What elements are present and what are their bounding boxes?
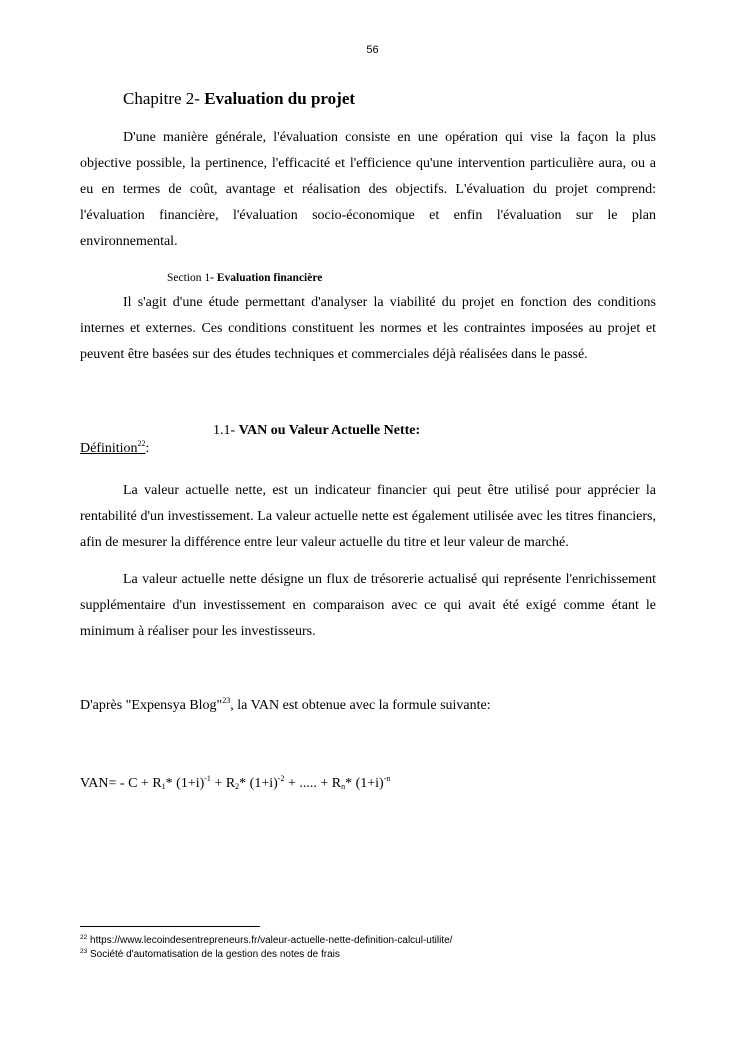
source-line xyxy=(80,698,491,714)
subsection-prefix: 1.1- xyxy=(213,423,239,438)
formula-part: + R xyxy=(210,776,236,791)
footnote-text: Société d'automatisation de la gestion des notes de frais xyxy=(90,949,340,960)
formula-exponent: -n xyxy=(383,774,391,783)
formula-part: VAN= - C + R xyxy=(80,776,162,791)
formula-part: * (1+i) xyxy=(165,776,205,791)
definition-label xyxy=(80,441,149,457)
page-number: 56 xyxy=(366,44,379,56)
formula-part: * (1+i) xyxy=(345,776,384,791)
footnote-divider xyxy=(80,926,260,927)
footnote-ref-23: 23 xyxy=(222,696,231,705)
section-prefix: Section 1 xyxy=(167,272,211,284)
definition-paragraph-1: La valeur actuelle nette, est un indicateur financier qui peut être utilisé pour apprécier la rentabilité d'un investissement. La valeur actuelle nette est également utilisée avec les titres financiers, afin de mesurer la différence entre leur valeur actuelle du titre et leur valeur de marché. xyxy=(80,483,656,550)
formula-part: * (1+i) xyxy=(239,776,278,791)
section-heading xyxy=(167,272,322,284)
footnote-22 xyxy=(80,935,452,946)
formula-exponent: -1 xyxy=(204,774,211,783)
subsection-title: VAN ou Valeur Actuelle Nette: xyxy=(238,423,421,438)
source-before: D'après "Expensya Blog" xyxy=(80,698,223,713)
footnote-number: 23 xyxy=(80,948,88,955)
chapter-heading xyxy=(123,89,355,109)
footnote-ref-22: 22 xyxy=(137,439,146,448)
formula-subscript: n xyxy=(341,782,346,791)
footnote-link[interactable]: https://www.lecoindesentrepreneurs.fr/valeur-actuelle-nette-definition-calcul-utilite/ xyxy=(90,935,453,946)
formula-subscript: 2 xyxy=(235,782,240,791)
footnote-number: 22 xyxy=(80,934,88,941)
subsection-heading xyxy=(213,423,420,439)
section-title: - Evaluation financière xyxy=(210,272,323,284)
section-paragraph: Il s'agit d'une étude permettant d'analyser la viabilité du projet en fonction des conditions internes et externes. Ces conditions constituent les normes et les contraintes imposées au projet et peuvent être basées sur des études techniques et commerciales déjà réalisées dans le passé. xyxy=(80,295,656,362)
chapter-title: Evaluation du projet xyxy=(204,89,356,108)
source-after: , la VAN est obtenue avec la formule suivante: xyxy=(230,698,491,713)
definition-paragraph-2: La valeur actuelle nette désigne un flux de trésorerie actualisé qui représente l'enrichissement supplémentaire d'un investissement en comparaison avec ce qui avait été exigé comme étant le minimum à réaliser pour les investisseurs. xyxy=(80,572,656,639)
formula-exponent: -2 xyxy=(277,774,285,783)
van-formula xyxy=(80,776,390,792)
definition-colon: : xyxy=(145,441,150,456)
formula-subscript: 1 xyxy=(161,782,166,791)
intro-paragraph: D'une manière générale, l'évaluation consiste en une opération qui vise la façon la plus objective possible, la pertinence, l'efficacité et l'efficience qu'une intervention particulière aura, ou a eu en termes de coût, avantage et réalisation des objectifs. L'évaluation du projet comprend: l'évaluation financière, l'évaluation socio-économique et enfin l'évaluation sur le plan environnemental. xyxy=(80,130,656,249)
definition-text: Définition xyxy=(80,441,138,456)
footnote-23 xyxy=(80,949,340,960)
chapter-prefix: Chapitre 2- xyxy=(123,89,205,108)
formula-part: + ..... + R xyxy=(284,776,342,791)
